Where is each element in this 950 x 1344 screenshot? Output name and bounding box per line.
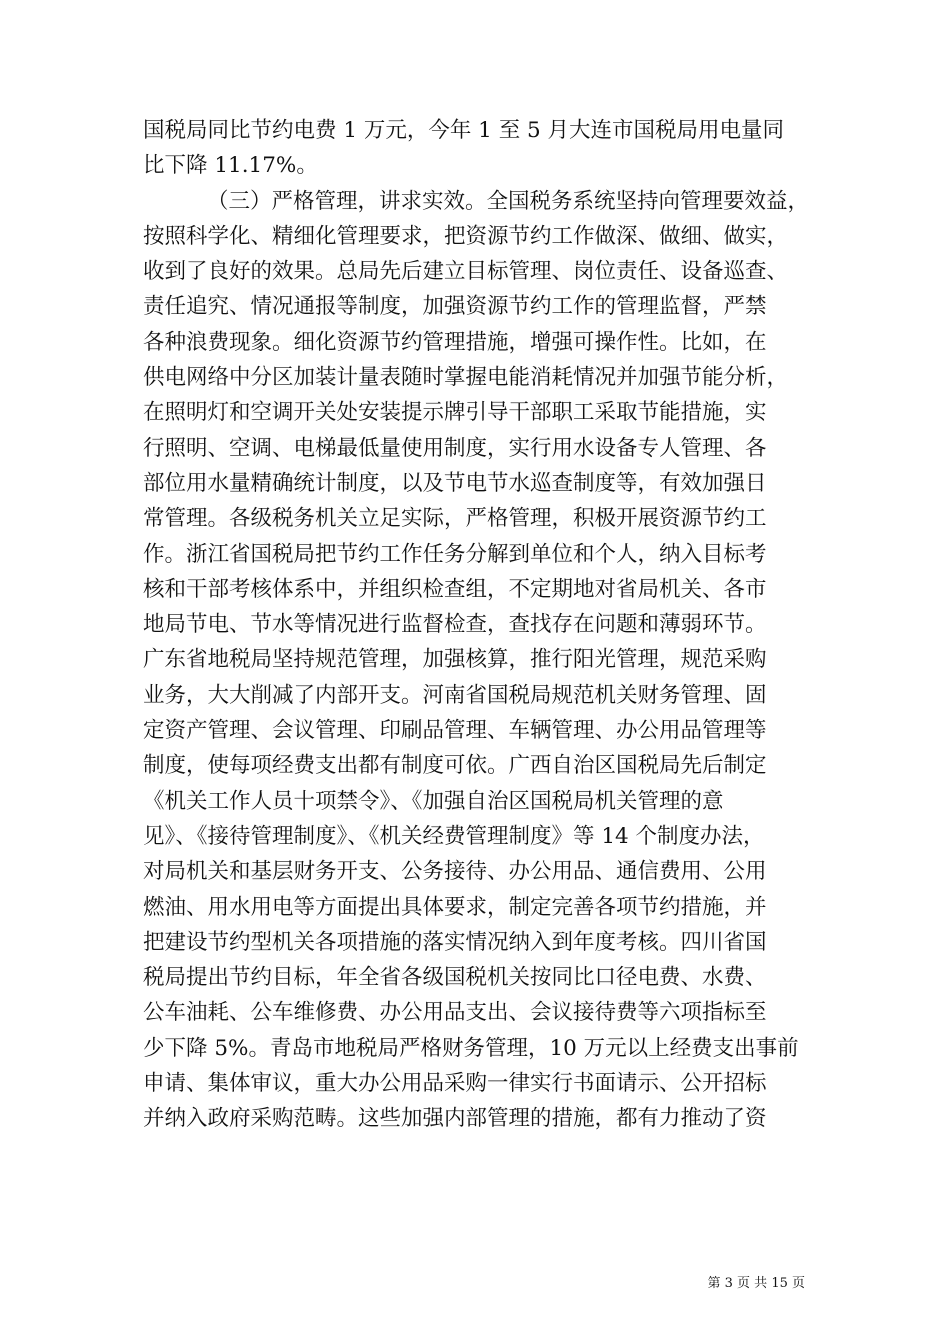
- text-line: [143, 1031, 823, 1066]
- line-text: 对局机关和基层财务开支、公务接待、办公用品、通信费用、公用: [143, 859, 767, 885]
- text-line: [143, 572, 823, 607]
- line-text: 比下降 11.17%。: [143, 153, 318, 179]
- line-text: 各种浪费现象。细化资源节约管理措施，增强可操作性。比如，在: [143, 329, 767, 355]
- text-line: [143, 501, 823, 536]
- line-text: 《机关工作人员十项禁令》、《加强自治区国税局机关管理的意: [143, 788, 724, 814]
- text-line: [143, 995, 823, 1030]
- text-line: [143, 1101, 823, 1136]
- line-text: 收到了良好的效果。总局先后建立目标管理、岗位责任、设备巡查、: [143, 259, 789, 285]
- line-text: 作。浙江省国税局把节约工作任务分解到单位和个人，纳入目标考: [143, 541, 767, 567]
- text-line: [143, 960, 823, 995]
- line-text: 部位用水量精确统计制度，以及节电节水巡查制度等，有效加强日: [143, 470, 767, 496]
- text-line: [143, 713, 823, 748]
- line-text: 国税局同比节约电费 1 万元，今年 1 至 5 月大连市国税局用电量同: [143, 118, 785, 143]
- text-line: [143, 607, 823, 642]
- line-text: 地局节电、节水等情况进行监督检查，查找存在问题和薄弱环节。: [143, 612, 767, 638]
- text-line: [143, 431, 823, 466]
- line-text: 并纳入政府采购范畴。这些加强内部管理的措施，都有力推动了资: [143, 1106, 767, 1132]
- body-text: [143, 113, 823, 1137]
- text-line: [143, 254, 823, 289]
- line-text: 把建设节约型机关各项措施的落实情况纳入到年度考核。四川省国: [143, 929, 767, 955]
- text-line: [143, 148, 823, 183]
- text-line: [143, 854, 823, 889]
- text-line: [143, 678, 823, 713]
- line-text: （三）严格管理，讲求实效。全国税务系统坚持向管理要效益，: [207, 188, 810, 214]
- text-line: [143, 219, 823, 254]
- line-text: 业务，大大削减了内部开支。河南省国税局规范机关财务管理、固: [143, 682, 767, 708]
- text-line: [143, 925, 823, 960]
- text-line: [143, 289, 823, 324]
- line-text: 供电网络中分区加装计量表随时掌握电能消耗情况并加强节能分析，: [143, 365, 789, 391]
- text-line: [143, 325, 823, 360]
- text-line: [143, 642, 823, 677]
- text-line: [143, 360, 823, 395]
- text-line: [143, 395, 823, 430]
- line-text: 燃油、用水用电等方面提出具体要求，制定完善各项节约措施，并: [143, 894, 767, 920]
- text-line: [143, 466, 823, 501]
- text-line: [143, 537, 823, 572]
- paragraph-start-line: [143, 184, 823, 219]
- text-line: [143, 748, 823, 783]
- text-line: [143, 819, 823, 854]
- text-line: [143, 784, 823, 819]
- line-text: 核和干部考核体系中，并组织检查组，不定期地对省局机关、各市: [143, 576, 767, 602]
- line-text: 按照科学化、精细化管理要求，把资源节约工作做深、做细、做实，: [143, 223, 789, 249]
- text-line: [143, 1066, 823, 1101]
- text-line: [143, 113, 823, 148]
- line-text: 见》、《接待管理制度》、《机关经费管理制度》等 14 个制度办法，: [143, 823, 765, 849]
- line-text: 制度，使每项经费支出都有制度可依。广西自治区国税局先后制定: [143, 753, 767, 779]
- line-text: 少下降 5%。青岛市地税局严格财务管理，10 万元以上经费支出事前: [143, 1035, 799, 1061]
- line-text: 在照明灯和空调开关处安装提示牌引导干部职工采取节能措施，实: [143, 400, 767, 426]
- line-text: 定资产管理、会议管理、印刷品管理、车辆管理、办公用品管理等: [143, 718, 767, 744]
- line-text: 行照明、空调、电梯最低量使用制度，实行用水设备专人管理、各: [143, 435, 767, 461]
- line-text: 税局提出节约目标，年全省各级国税机关按同比口径电费、水费、: [143, 965, 767, 991]
- text-line: [143, 890, 823, 925]
- line-text: 责任追究、情况通报等制度，加强资源节约工作的管理监督，严禁: [143, 294, 767, 320]
- page-number-footer: 第 3 页 共 15 页: [707, 1276, 805, 1291]
- line-text: 常管理。各级税务机关立足实际，严格管理，积极开展资源节约工: [143, 506, 767, 532]
- line-text: 公车油耗、公车维修费、办公用品支出、会议接待费等六项指标至: [143, 1000, 767, 1026]
- line-text: 广东省地税局坚持规范管理，加强核算，推行阳光管理，规范采购: [143, 647, 767, 673]
- line-text: 申请、集体审议，重大办公用品采购一律实行书面请示、公开招标: [143, 1071, 767, 1097]
